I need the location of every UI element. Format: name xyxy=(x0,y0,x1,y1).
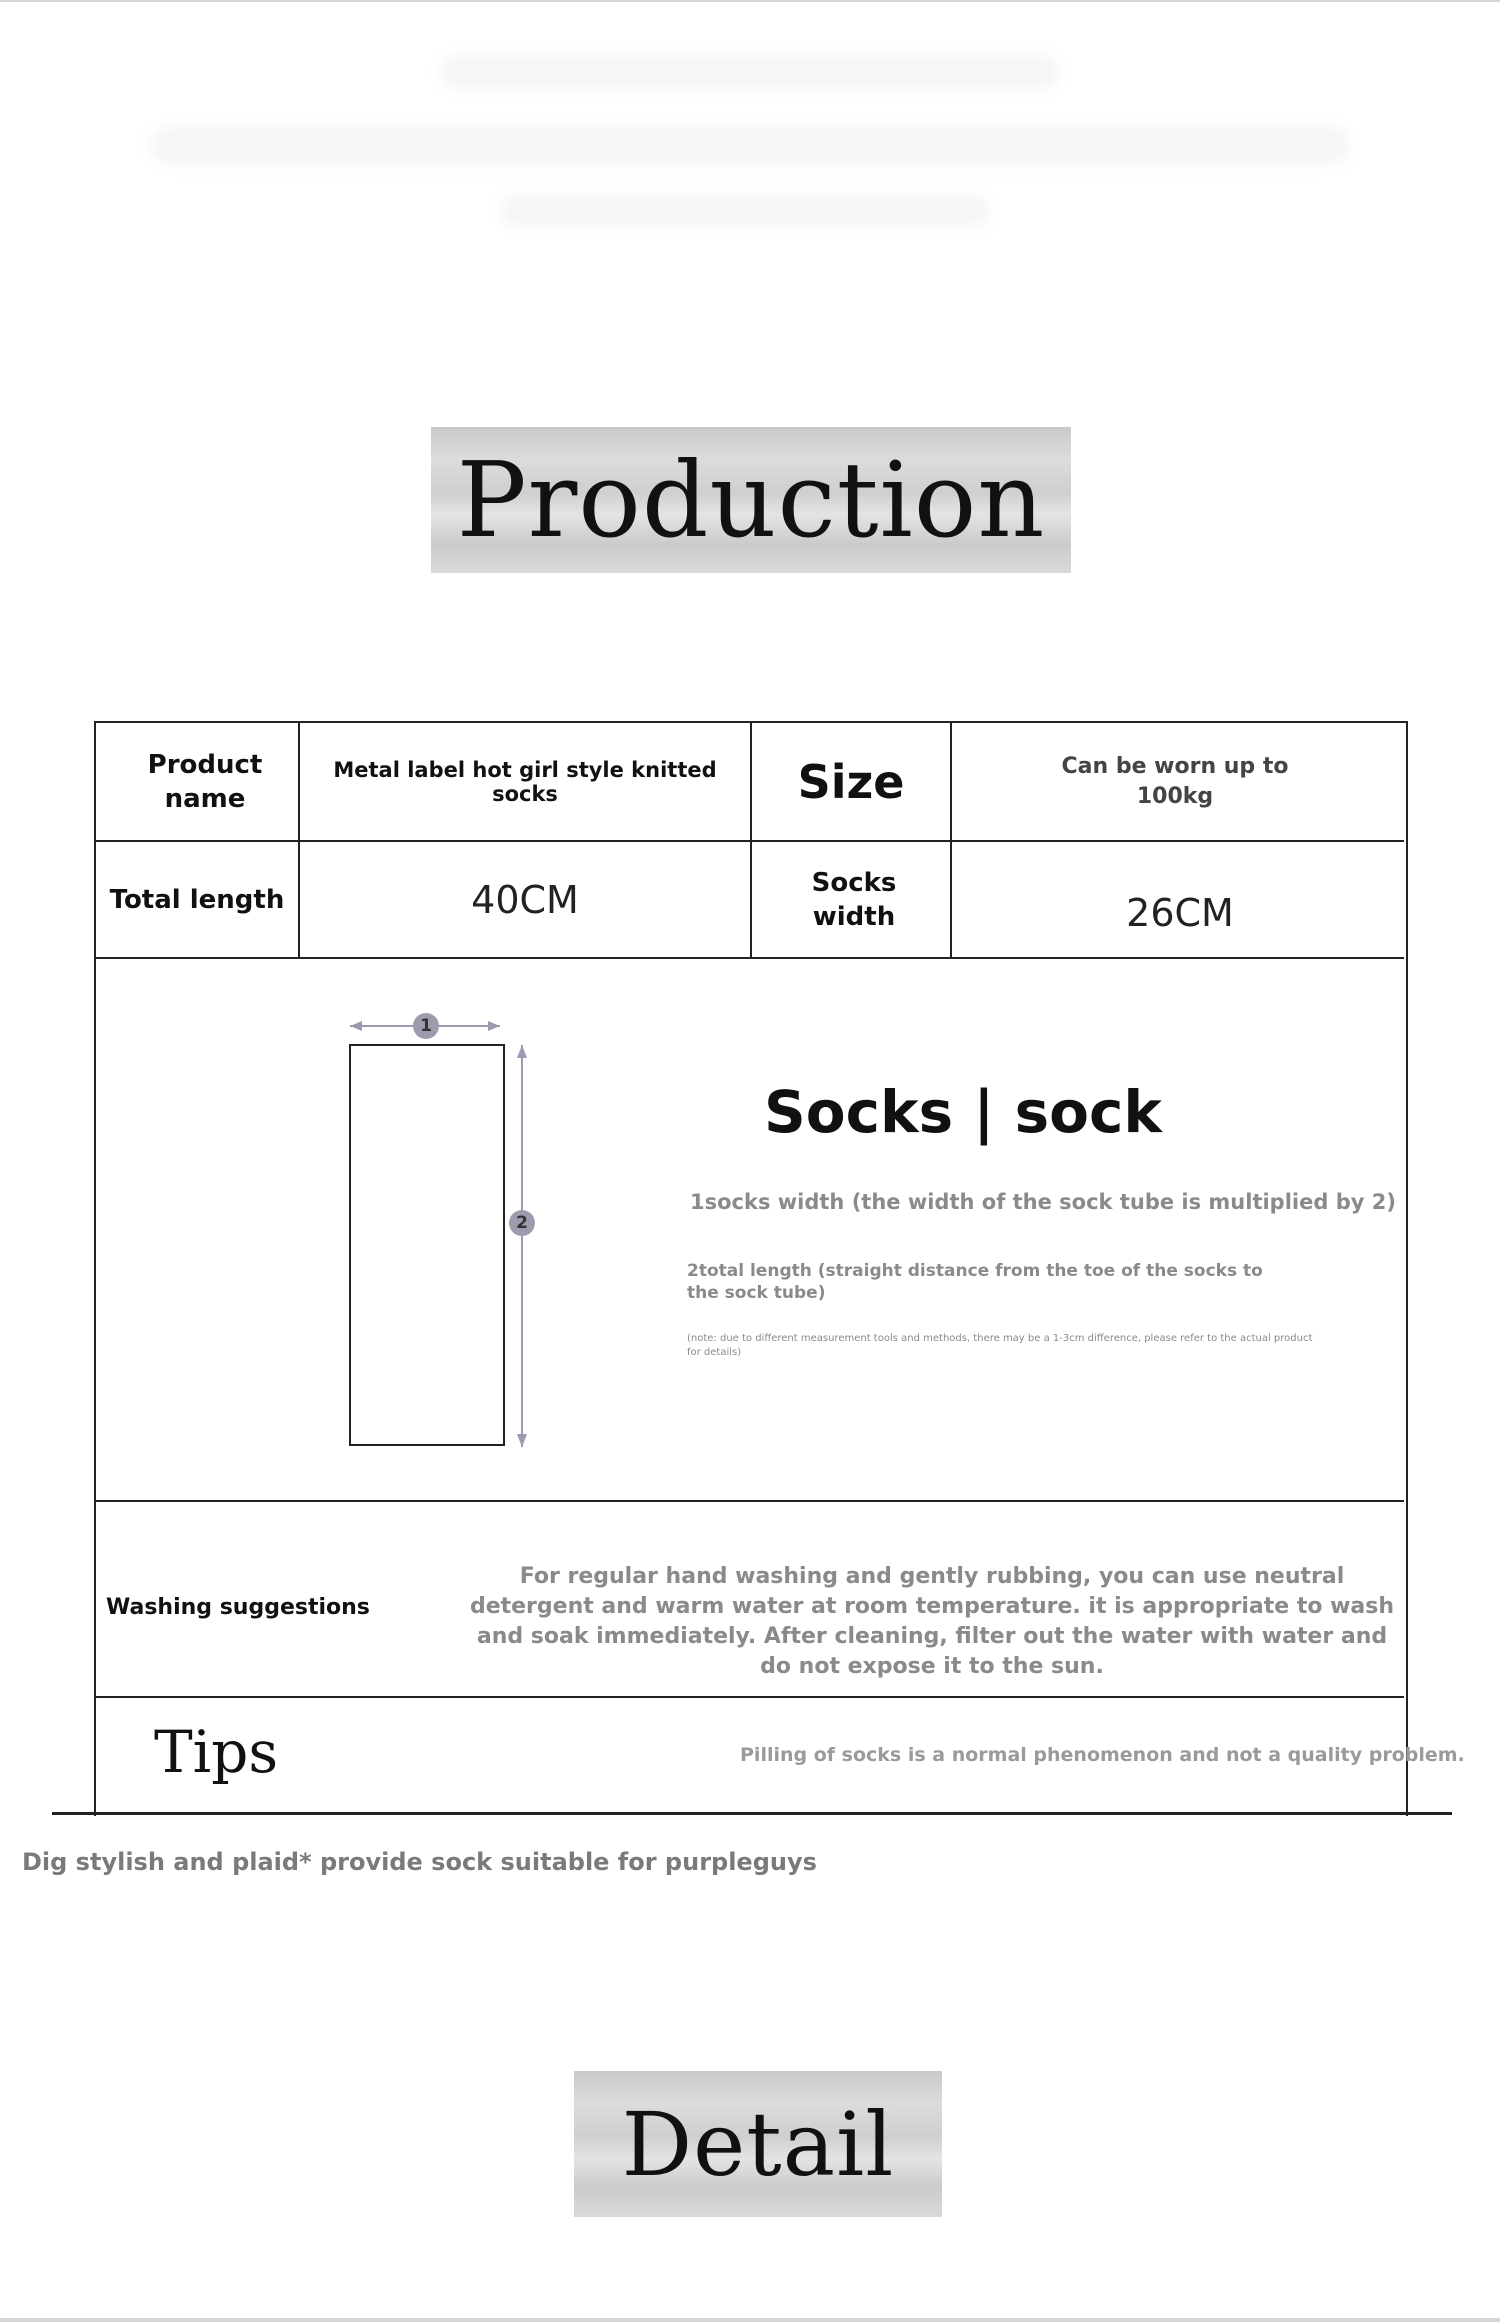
faded-header-line-3 xyxy=(500,195,990,227)
length-note: 2total length (straight distance from the toe of the socks to the sock tube) xyxy=(687,1261,1263,1303)
top-border xyxy=(0,0,1500,2)
table-bottom-rule xyxy=(52,1812,1452,1815)
diagram-title: Socks | sock xyxy=(764,1078,1162,1146)
table-divider xyxy=(950,721,952,959)
socks-width-value: 26CM xyxy=(1126,890,1234,935)
table-divider xyxy=(94,1500,1404,1502)
product-name-value: Metal label hot girl style knitted socks xyxy=(333,757,717,806)
width-note: 1socks width (the width of the sock tube is multiplied by 2) xyxy=(690,1190,1396,1214)
faded-header-line-1 xyxy=(440,55,1060,89)
detail-banner: Detail xyxy=(574,2071,942,2217)
total-length-value: 40CM xyxy=(471,877,579,922)
table-divider xyxy=(94,1696,1404,1698)
faded-header-line-2 xyxy=(150,125,1350,165)
product-name-label: Product name xyxy=(147,749,263,814)
length-arrow xyxy=(509,1045,535,1447)
socks-width-label: Socks width xyxy=(811,867,897,932)
sock-outline xyxy=(350,1045,504,1445)
washing-text: For regular hand washing and gently rubbing, you can use neutral detergent and warm water at room temperature. it is appropriate to wash and soak immediately. After cleaning, filter out the water with water and do not expose it to the sun. xyxy=(469,1564,1395,1679)
tips-text: Pilling of socks is a normal phenomenon and not a quality problem. xyxy=(740,1744,1465,1766)
bottom-border xyxy=(0,2318,1500,2322)
sock-diagram xyxy=(330,1000,570,1480)
tips-label: Tips xyxy=(154,1718,279,1786)
size-label: Size xyxy=(797,754,905,809)
washing-label: Washing suggestions xyxy=(106,1595,370,1620)
marker-2: 2 xyxy=(516,1213,528,1233)
production-banner: Production xyxy=(431,427,1071,573)
size-value: Can be worn up to 100kg xyxy=(1061,753,1289,809)
total-length-label: Total length xyxy=(109,884,285,915)
marker-1: 1 xyxy=(420,1016,432,1036)
product-caption: Dig stylish and plaid* provide sock suitable for purpleguys xyxy=(22,1848,817,1876)
measurement-disclaimer: (note: due to different measurement tools and methods, there may be a 1-3cm difference, please refer to the actual product for details) xyxy=(687,1333,1313,1358)
